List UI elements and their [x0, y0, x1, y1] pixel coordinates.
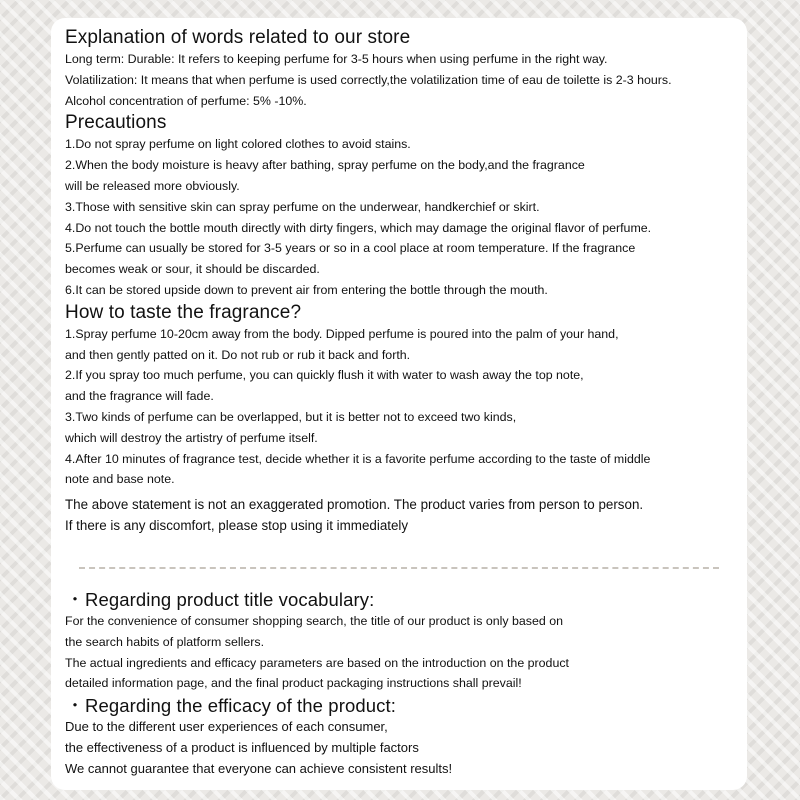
explanation-line: Volatilization: It means that when perfume is used correctly,the volatilization time of eau de toilette is 2-3 hours.	[65, 72, 672, 87]
precaution-line: 2.When the body moisture is heavy after bathing, spray perfume on the body,and the fragrance	[65, 158, 585, 173]
bullet-dot: ・	[65, 589, 85, 610]
notice-section	[65, 588, 569, 780]
dashed-divider	[79, 567, 719, 569]
vocabulary-title: Regarding product title vocabulary:	[85, 589, 375, 610]
vocabulary-line: the search habits of platform sellers.	[65, 634, 265, 649]
taste-heading: How to taste the fragrance?	[65, 301, 302, 323]
efficacy-line: the effectiveness of a product is influenced by multiple factors	[65, 739, 419, 755]
explanation-line: Long term: Durable: It refers to keeping perfume for 3-5 hours when using perfume in the right way.	[65, 52, 608, 66]
bullet-dot: ・	[65, 695, 85, 717]
taste-line: which will destroy the artistry of perfume itself.	[65, 430, 318, 445]
precaution-line: 4.Do not touch the bottle mouth directly with dirty fingers, which may damage the original flavor of perfume.	[65, 220, 652, 235]
vocabulary-line: For the convenience of consumer shopping search, the title of our product is only based on	[65, 614, 563, 628]
precautions-heading: Precautions	[65, 112, 167, 134]
taste-line: 2.If you spray too much perfume, you can quickly flush it with water to wash away the top note,	[65, 368, 584, 383]
taste-line: and the fragrance will fade.	[65, 389, 214, 404]
precaution-line: 5.Perfume can usually be stored for 3-5 years or so in a cool place at room temperature. If the fragrance	[65, 241, 636, 256]
vocabulary-line: detailed information page, and the final product packaging instructions shall prevail!	[65, 676, 522, 691]
vocabulary-line: The actual ingredients and efficacy parameters are based on the introduction on the product	[65, 655, 569, 670]
precaution-line: will be released more obviously.	[65, 178, 240, 193]
precaution-line: 1.Do not spray perfume on light colored clothes to avoid stains.	[65, 137, 411, 152]
efficacy-line: Due to the different user experiences of each consumer,	[65, 719, 388, 735]
efficacy-heading	[65, 694, 569, 717]
taste-line: 3.Two kinds of perfume can be overlapped, but it is better not to exceed two kinds,	[65, 409, 517, 424]
explanation-heading: Explanation of words related to our store	[65, 27, 411, 48]
explanation-line: Alcohol concentration of perfume: 5% -10%.	[65, 93, 307, 108]
taste-line: and then gently patted on it. Do not rub or rub it back and forth.	[65, 347, 411, 362]
taste-line: 4.After 10 minutes of fragrance test, decide whether it is a favorite perfume according to the taste of middle	[65, 451, 651, 466]
statement-line: If there is any discomfort, please stop using it immediately	[65, 518, 409, 534]
efficacy-title: Regarding the efficacy of the product:	[85, 695, 396, 717]
precaution-line: 3.Those with sensitive skin can spray perfume on the underwear, handkerchief or skirt.	[65, 199, 540, 214]
taste-line: note and base note.	[65, 472, 175, 487]
taste-line: 1.Spray perfume 10-20cm away from the body. Dipped perfume is poured into the palm of your hand,	[65, 326, 619, 341]
efficacy-line: We cannot guarantee that everyone can achieve consistent results!	[65, 760, 453, 776]
precaution-line: becomes weak or sour, it should be discarded.	[65, 262, 320, 277]
content-card	[51, 18, 747, 790]
vocabulary-heading	[65, 588, 569, 611]
precaution-line: 6.It can be stored upside down to prevent air from entering the bottle through the mouth.	[65, 282, 548, 297]
statement-line: The above statement is not an exaggerated promotion. The product varies from person to person.	[65, 497, 644, 513]
